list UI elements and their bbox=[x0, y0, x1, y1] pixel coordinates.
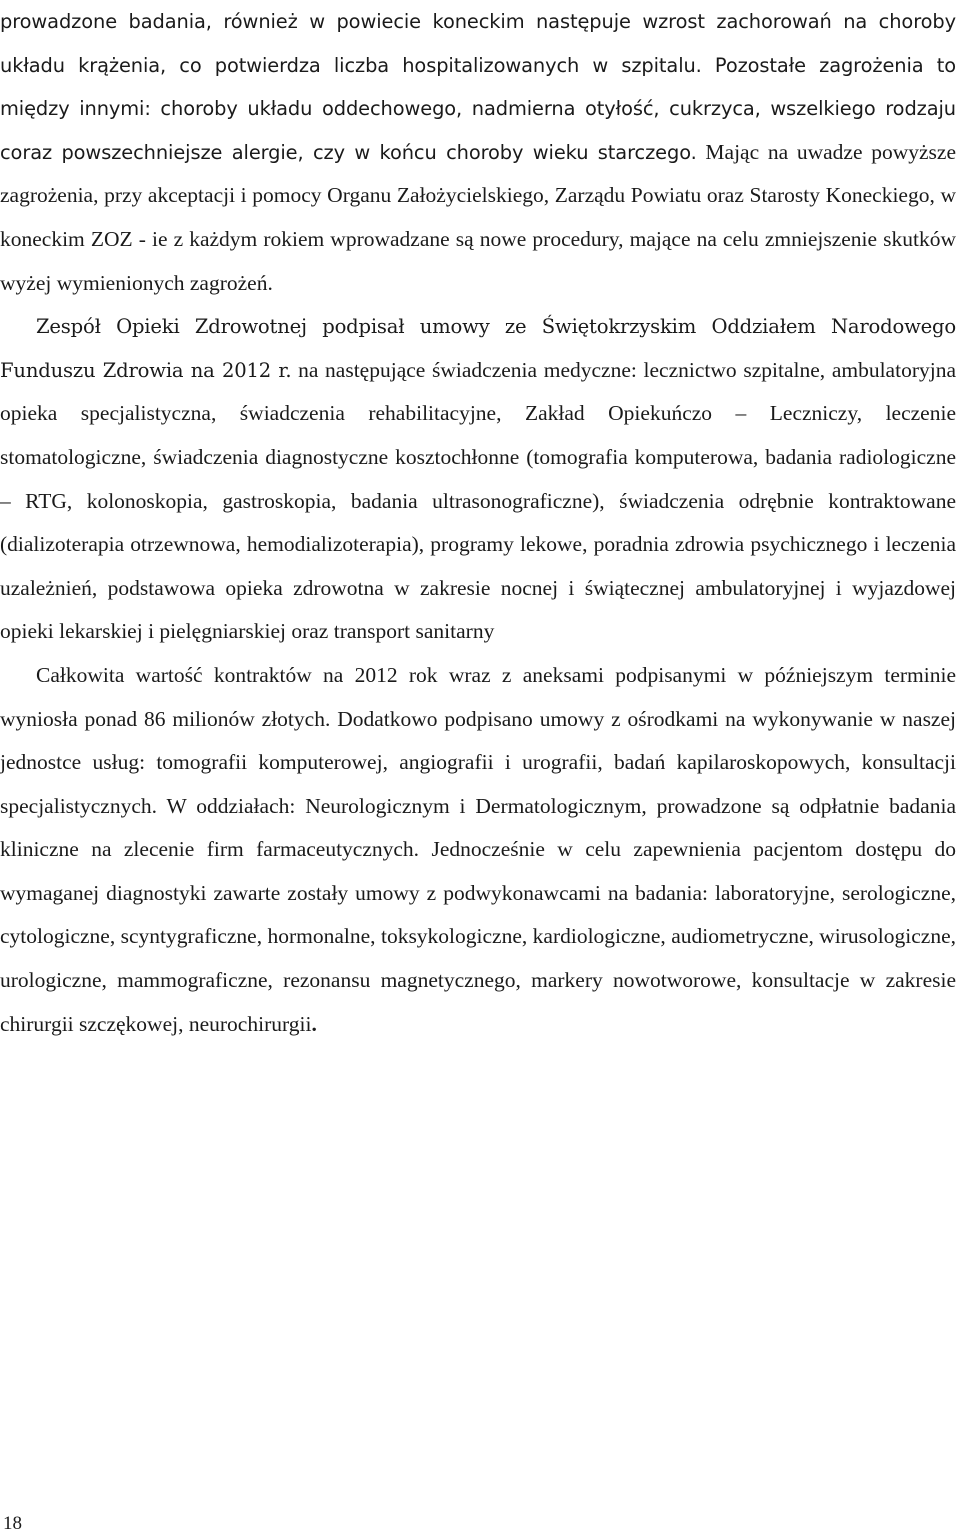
paragraph-final-mark: . bbox=[311, 1011, 317, 1036]
page-number: 18 bbox=[3, 1513, 22, 1534]
paragraph-health-risks bbox=[0, 0, 956, 305]
paragraph-nfz-contracts-tail: na następujące świadczenia medyczne: lecznictwo szpitalne, ambulatoryjna opieka specjalistyczna, świadczenia rehabilitacyjne, Zakład Opiekuńczo – Leczniczy, leczenie stomatologiczne, świadczenia diagnostyczne kosztochłonne (tomografia komputerowa, badania radiologiczne – RTG, kolonoskopia, gastroskopia, badania ultrasonograficzne), świadczenia odrębnie kontraktowane (dializoterapia otrzewnowa, hemodializoterapia), programy lekowe, poradnia zdrowia psychicznego i leczenia uzależnień, podstawowa opieka zdrowotna w zakresie nocnej i świątecznej ambulatoryjnej i wyjazdowej opieki lekarskiej i pielęgniarskiej oraz transport sanitarny bbox=[0, 357, 956, 644]
paragraph-contract-value-text: Całkowita wartość kontraktów na 2012 rok wraz z aneksami podpisanymi w późniejszym terminie wyniosła ponad 86 milionów złotych. Dodatkowo podpisano umowy z ośrodkami na wykonywanie w naszej jednostce usług: tomografii komputerowej, angiografii i urografii, badań kapilaroskopowych, konsultacji specjalistycznych. W oddziałach: Neurologicznym i Dermatologicznym, prowadzone są odpłatnie badania kliniczne na zlecenie firm farmaceutycznych. Jednocześnie w celu zapewnienia pacjentom dostępu do wymaganej diagnostyki zawarte zostały umowy z podwykonawcami na badania: laboratoryjne, serologiczne, cytologiczne, scyntygraficzne, hormonalne, toksykologiczne, kardiologiczne, audiometryczne, wirusologiczne, urologiczne, mammograficzne, rezonansu magnetycznego, markery nowotworowe, konsultacje w zakresie chirurgii szczękowej, neurochirurgii bbox=[0, 662, 956, 1036]
paragraph-health-risks-tail: Mając na uwadze powyższe zagrożenia, przy akceptacji i pomocy Organu Założycielskiego, Zarządu Powiatu oraz Starosty Koneckiego, w koneckim ZOZ - ie z każdym rokiem wprowadzane są nowe procedury, mające na celu zmniejszenie skutków wyżej wymienionych zagrożeń. bbox=[0, 139, 956, 295]
paragraph-nfz-contracts-lead: Zespół Opieki Zdrowotnej podpisał umowy ze Świętokrzyskim Oddziałem Narodowego Funduszu Zdrowia na 2012 r. bbox=[0, 315, 956, 382]
paragraph-nfz-contracts bbox=[0, 305, 956, 654]
paragraph-contract-value bbox=[0, 654, 956, 1046]
paragraph-health-risks-lead: prowadzone badania, również w powiecie koneckim następuje wzrost zachorowań na choroby układu krążenia, co potwierdza liczba hospitalizowanych w szpitalu. Pozostałe zagrożenia to między innymi: choroby układu oddechowego, nadmierna otyłość, cukrzyca, wszelkiego rodzaju coraz powszechniejsze alergie, czy w końcu choroby wieku starczego. bbox=[0, 10, 956, 164]
